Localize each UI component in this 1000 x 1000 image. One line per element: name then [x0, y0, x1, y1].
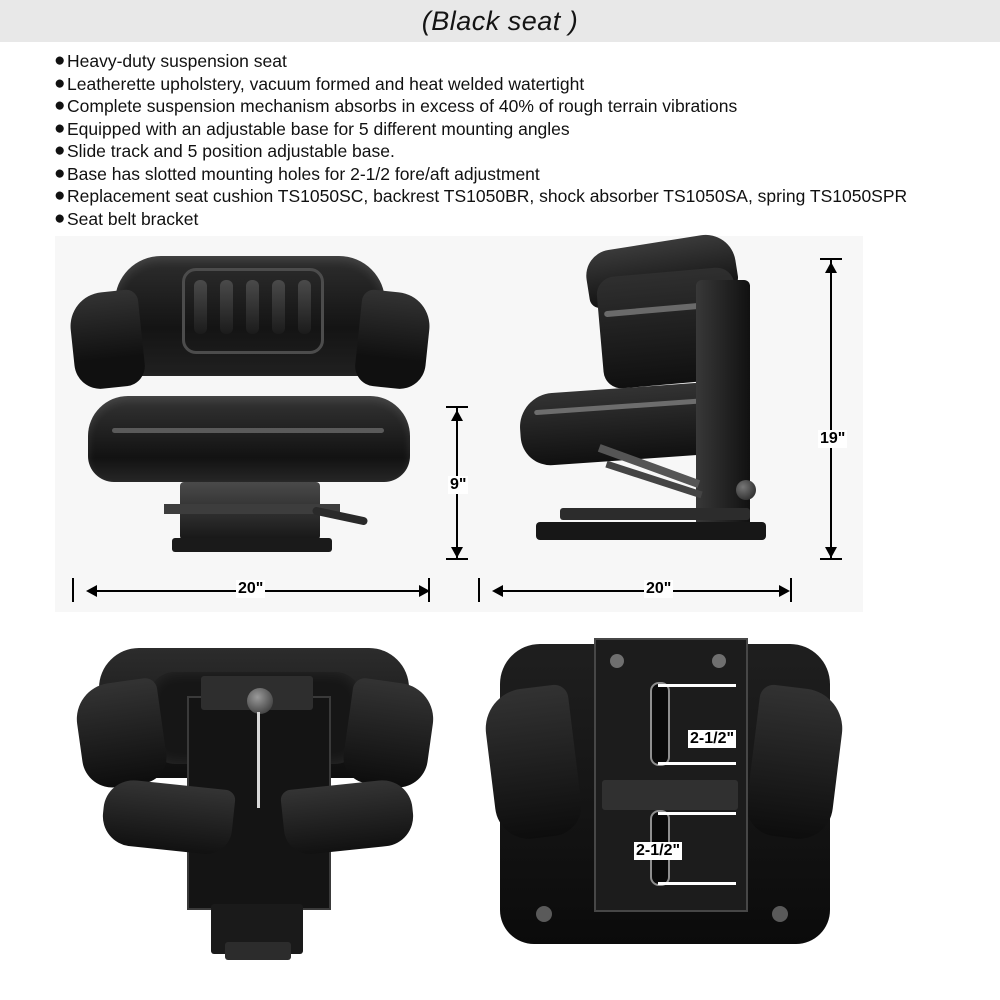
backrest-wing-left: [481, 683, 585, 842]
dimension-line-side-height: [830, 260, 832, 560]
bullet-icon: ●: [54, 95, 66, 116]
dimension-leader-line: [658, 762, 736, 765]
page-title: (Black seat ): [421, 5, 579, 36]
frame-crossmember: [602, 780, 738, 810]
backrest-wing-left: [72, 677, 170, 792]
bullet-icon: ●: [54, 117, 66, 139]
bolt-head: [712, 654, 726, 668]
bullet-icon: ●: [54, 72, 66, 94]
mounting-frame: [594, 638, 748, 912]
seat-cushion-shape: [88, 396, 410, 482]
dimension-tick: [478, 578, 480, 602]
dimension-tick: [790, 578, 792, 602]
dimension-leader-line: [658, 684, 736, 687]
seat-underside-view-image: [490, 634, 860, 996]
list-item: [54, 163, 984, 186]
seat-side-view-image: [500, 236, 800, 576]
bolt-head: [772, 906, 788, 922]
dimension-label-side-height: 19": [820, 430, 846, 447]
backrest-groove: [298, 280, 311, 334]
pivot-pin: [247, 688, 273, 714]
cushion-edge-left: [100, 777, 236, 856]
backrest-wing-left: [67, 289, 147, 392]
list-item: [54, 73, 984, 96]
dimension-leader-line: [658, 882, 736, 885]
base-foot-lower: [225, 942, 291, 960]
list-item: [54, 185, 984, 208]
list-item: [54, 208, 984, 231]
backrest-groove: [272, 280, 285, 334]
list-item: [54, 140, 984, 163]
dimension-leader-line: [658, 812, 736, 815]
adjust-knob: [736, 480, 756, 500]
feature-text: Base has slotted mounting holes for 2-1/2 fore/aft adjustment: [67, 163, 540, 184]
dimension-tick: [72, 578, 74, 602]
list-item: [54, 50, 984, 73]
feature-text: Replacement seat cushion TS1050SC, backrest TS1050BR, shock absorber TS1050SA, spring TS1050SPR: [67, 186, 908, 206]
backrest-wing-right: [353, 289, 433, 392]
feature-list: [54, 50, 984, 230]
dimension-arrow: [451, 410, 463, 421]
bolt-head: [610, 654, 624, 668]
feature-text: Equipped with an adjustable base for 5 different mounting angles: [67, 118, 570, 139]
dimension-tick: [820, 558, 842, 560]
backrest-wing-right: [340, 677, 438, 792]
cushion-seam: [112, 428, 384, 433]
seat-front-view-image: [60, 246, 440, 596]
dimension-label-side-width: 20": [646, 580, 672, 597]
bullet-icon: ●: [54, 50, 66, 71]
list-item: [54, 95, 984, 118]
feature-text: Leatherette upholstery, vacuum formed and heat welded watertight: [67, 73, 585, 94]
backrest-groove: [194, 280, 207, 334]
feature-text: Complete suspension mechanism absorbs in excess of 40% of rough terrain vibrations: [67, 96, 738, 116]
dimension-arrow: [779, 585, 790, 597]
dimension-label-front-width: 20": [238, 580, 264, 597]
bullet-icon: ●: [54, 207, 66, 229]
dimension-label-slot-top: 2-1/2": [690, 730, 735, 747]
dimension-arrow: [825, 262, 837, 273]
bullet-icon: ●: [54, 185, 66, 206]
base-plate: [172, 538, 332, 552]
adjust-rod: [257, 712, 260, 808]
dimension-arrow: [86, 585, 97, 597]
dimension-arrow: [825, 547, 837, 558]
adjust-lever: [312, 506, 368, 525]
dimension-label-front-height: 9": [450, 476, 467, 493]
dimension-tick: [446, 406, 468, 408]
backrest-groove: [246, 280, 259, 334]
backrest-groove: [220, 280, 233, 334]
backrest-wing-right: [743, 683, 847, 842]
slide-track-upper: [560, 508, 750, 520]
feature-text: Slide track and 5 position adjustable base.: [67, 141, 395, 161]
slide-track-base: [536, 522, 766, 540]
list-item: [54, 118, 984, 141]
slotted-mounting-hole-top: [650, 682, 670, 766]
dimension-tick: [820, 258, 842, 260]
bullet-icon: ●: [54, 162, 66, 184]
dimension-line-side-width: [494, 590, 788, 592]
seat-rear-view-image: [75, 636, 435, 996]
feature-text: Heavy-duty suspension seat: [67, 51, 287, 71]
dimension-arrow: [419, 585, 430, 597]
product-figures: [0, 236, 1000, 1000]
header-band: [0, 0, 1000, 42]
bullet-icon: ●: [54, 140, 66, 161]
feature-text: Seat belt bracket: [67, 208, 199, 229]
dimension-arrow: [451, 547, 463, 558]
bolt-head: [536, 906, 552, 922]
cushion-edge-right: [280, 777, 416, 856]
dimension-label-slot-bottom: 2-1/2": [636, 842, 681, 859]
dimension-arrow: [492, 585, 503, 597]
dimension-tick: [446, 558, 468, 560]
